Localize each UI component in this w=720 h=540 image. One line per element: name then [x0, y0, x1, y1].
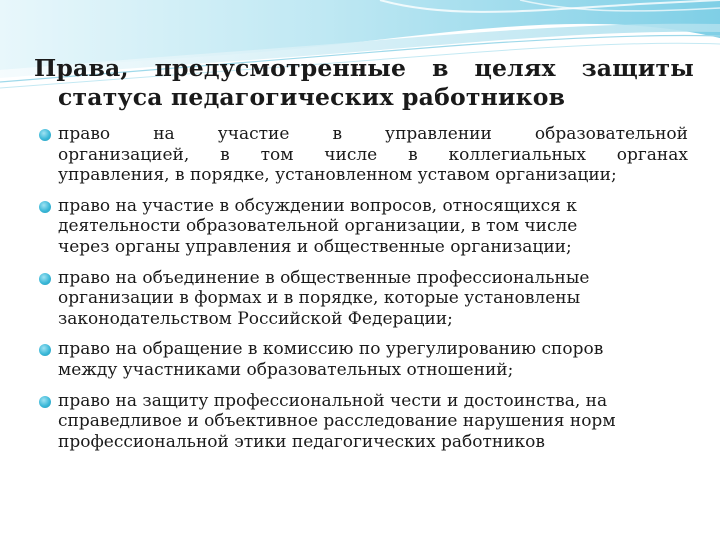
- list-item-line: право на участие в обсуждении вопросов, относящихся к: [58, 195, 577, 216]
- rights-list: [36, 124, 688, 452]
- bullet-icon: [39, 396, 51, 408]
- list-item-line: между участниками образовательных отношений;: [58, 359, 514, 380]
- list-item-line: право на участие в управлении образовательной: [58, 124, 688, 144]
- bullet-icon: [39, 201, 51, 213]
- bullet-icon: [39, 344, 51, 356]
- list-item-line: законодательством Российской Федерации;: [58, 308, 453, 329]
- list-item-line: управления, в порядке, установленном уставом организации;: [58, 165, 617, 186]
- slide-title: [34, 54, 694, 112]
- list-item-line: профессиональной этики педагогических работников: [58, 431, 545, 452]
- bullet-icon: [39, 273, 51, 285]
- list-item-line: организации в формах и в порядке, которые установлены: [58, 288, 581, 309]
- list-item: [36, 339, 688, 380]
- list-item-line: через органы управления и общественные организации;: [58, 236, 572, 257]
- list-item: [36, 124, 688, 186]
- list-item: [36, 391, 688, 453]
- list-item-line: право на обращение в комиссию по урегулированию споров: [58, 339, 604, 360]
- list-item-line: деятельности образовательной организации, в том числе: [58, 216, 578, 237]
- list-item-line: право на защиту профессиональной чести и достоинства, на: [58, 390, 608, 411]
- slide-title-line-1: Права, предусмотренные в целях защиты: [34, 54, 694, 82]
- list-item: [36, 268, 688, 330]
- bullet-icon: [39, 129, 51, 141]
- list-item-line: право на объединение в общественные профессиональные: [58, 267, 590, 288]
- list-item: [36, 196, 688, 258]
- list-item-line: организацией, в том числе в коллегиальных органах: [58, 144, 688, 165]
- list-item-line: справедливое и объективное расследование нарушения норм: [58, 411, 616, 432]
- slide-title-line-2: статуса педагогических работников: [58, 83, 566, 111]
